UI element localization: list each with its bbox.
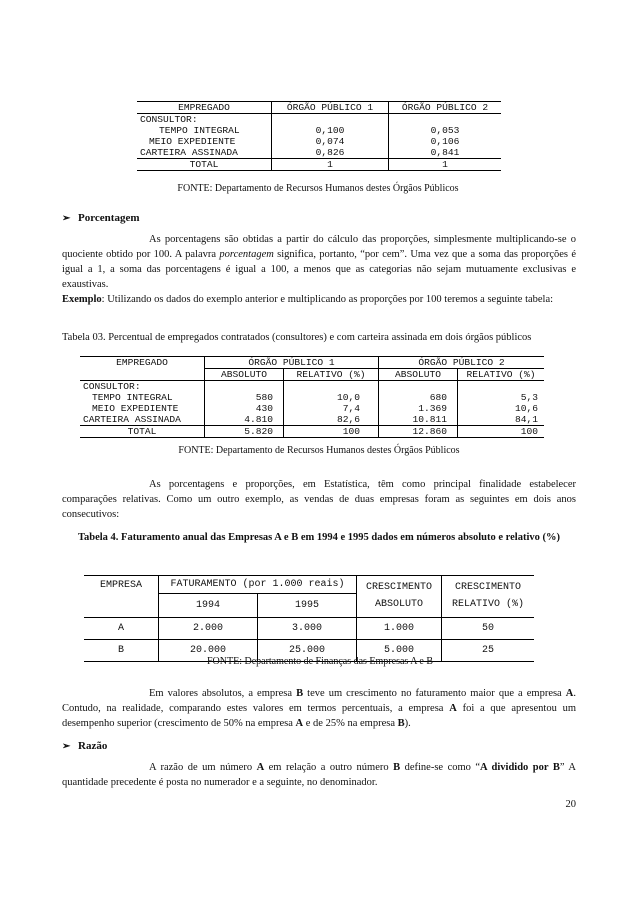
cell: 50 xyxy=(481,622,494,634)
cell: 10,6 xyxy=(514,403,538,414)
table3-caption: Tabela 4. Faturamento anual das Empresas A e B em 1994 e 1995 dados em números absoluto e relativo (%) xyxy=(77,532,561,543)
text-span: As porcentagens são obtidas a partir do cálculo das proporções, simplesmente multiplicando-se o quociente obtido por 100. A palavra xyxy=(62,234,576,260)
header-orgao-1: ÓRGÃO PÚBLICO 1 xyxy=(205,357,379,369)
cell: 3.000 xyxy=(258,617,357,639)
cell: 25 xyxy=(481,644,494,656)
text-span: : Utilizando os dados do exemplo anterior e multiplicando as proporções por 100 teremos a seguinte tabela: xyxy=(101,294,554,305)
cell: B xyxy=(84,639,159,661)
text-span: . Contudo, na realidade, comparando estes valores em termos percentuais, a empresa xyxy=(62,688,576,714)
row-value: 0,841 xyxy=(430,147,460,158)
paragraph-exemplo xyxy=(62,292,576,307)
cell: 10,0 xyxy=(284,392,379,403)
header-relativo: RELATIVO (%) xyxy=(284,369,379,381)
total-label: TOTAL xyxy=(137,159,272,171)
cell: 5,3 xyxy=(520,392,538,403)
table2-caption: Tabela 03. Percentual de empregados contratados (consultores) e com carteira assinada em dois órgãos públicos xyxy=(62,332,532,343)
cell: 25.000 xyxy=(258,639,357,661)
header-relativo: RELATIVO (%) xyxy=(458,369,545,381)
header-empregado: EMPREGADO xyxy=(137,102,272,114)
revenue-table-grid xyxy=(84,575,534,662)
section-heading-porcentagem xyxy=(62,212,140,224)
bold-term: A xyxy=(565,688,574,699)
row-label: MEIO EXPEDIENTE xyxy=(80,403,205,414)
total-value: 1 xyxy=(272,159,389,171)
section-title: Porcentagem xyxy=(78,212,140,224)
header-empresa: EMPRESA xyxy=(84,576,159,618)
text-span: ). xyxy=(404,718,411,729)
cell: 100 xyxy=(520,426,538,437)
row-value xyxy=(272,114,389,126)
cell xyxy=(379,381,458,393)
cell: 4.810 xyxy=(205,414,284,426)
italic-term: porcentagem xyxy=(219,249,274,260)
row-value: 0,106 xyxy=(430,136,460,147)
cell: 82,6 xyxy=(284,414,379,426)
proportion-table-grid xyxy=(137,101,501,171)
row-value: 0,100 xyxy=(272,125,389,136)
cell: A xyxy=(84,617,159,639)
cell xyxy=(458,381,545,393)
paragraph-porcentagem xyxy=(62,232,576,292)
percentage-table xyxy=(80,356,544,438)
row-label: CONSULTOR: xyxy=(80,381,205,393)
cell: 1.369 xyxy=(379,403,458,414)
total-label: TOTAL xyxy=(80,426,205,438)
bold-term: A xyxy=(295,718,304,729)
row-label: MEIO EXPEDIENTE xyxy=(137,136,272,147)
table2-source: FONTE: Departamento de Recursos Humanos destes Órgãos Públicos xyxy=(178,445,460,456)
header-absoluto: ABSOLUTO xyxy=(205,369,284,381)
header-absoluto: ABSOLUTO xyxy=(379,369,458,381)
cell: 680 xyxy=(379,392,458,403)
row-label: CONSULTOR: xyxy=(137,114,272,126)
cell: 100 xyxy=(284,426,379,438)
bold-term: B xyxy=(296,688,304,699)
row-value: 0,074 xyxy=(272,136,389,147)
row-value xyxy=(389,114,502,126)
total-value: 1 xyxy=(442,159,448,170)
row-value: 0,053 xyxy=(430,125,460,136)
text-span: foi a que apresentou um desempenho superior (crescimento de 50% na empresa xyxy=(62,703,576,729)
proportion-table xyxy=(137,101,501,171)
cell: 5.000 xyxy=(357,639,442,661)
header-orgao-1: ÓRGÃO PÚBLICO 1 xyxy=(272,102,389,114)
arrow-bullet-icon: ➢ xyxy=(62,213,71,224)
row-label: CARTEIRA ASSINADA xyxy=(80,414,205,426)
header-1995: 1995 xyxy=(258,593,357,617)
bold-term: A xyxy=(256,762,265,773)
table3-source: FONTE: Departamento de Finanças das Empresas A e B xyxy=(206,656,434,667)
text-span: e de 25% na empresa xyxy=(303,718,398,729)
arrow-bullet-icon: ➢ xyxy=(62,741,71,752)
cell: 20.000 xyxy=(159,639,258,661)
page-number: 20 xyxy=(565,799,576,810)
header-1994: 1994 xyxy=(159,593,258,617)
table1-source: FONTE: Departamento de Recursos Humanos destes Órgãos Públicos xyxy=(177,183,459,194)
cell: 84,1 xyxy=(514,414,538,425)
text-span: em relação a outro número xyxy=(264,762,394,773)
cell: 580 xyxy=(205,392,284,403)
text-span: Em valores absolutos, a empresa xyxy=(149,688,297,699)
header-relativo: RELATIVO (%) xyxy=(451,599,524,611)
row-label: TEMPO INTEGRAL xyxy=(137,125,272,136)
text-span: ” A quantidade precedente é posta no numerador e a seguinte, no denominador. xyxy=(62,762,576,788)
header-orgao-2: ÓRGÃO PÚBLICO 2 xyxy=(418,357,505,368)
revenue-table xyxy=(84,575,534,662)
cell: 430 xyxy=(205,403,284,414)
bold-term: A xyxy=(449,703,457,714)
cell: 2.000 xyxy=(159,617,258,639)
text-span: teve um crescimento no faturamento maior que a empresa xyxy=(303,688,566,699)
text-span: significa, portanto, “por cem”. Uma vez que a soma das proporções é igual a 1, a soma das porcentagens é igual a 100, a menos que as categorias não sejam mutuamente exclusivas e exaustivas. xyxy=(62,249,577,290)
header-empregado: EMPREGADO xyxy=(80,357,205,381)
bold-term: A dividido por B xyxy=(480,762,560,773)
paragraph-analise xyxy=(62,686,576,731)
cell xyxy=(205,381,284,393)
percentage-table-grid xyxy=(80,356,544,438)
text-span: define-se como “ xyxy=(400,762,481,773)
header-crescimento: CRESCIMENTO xyxy=(442,576,535,594)
section-title: Razão xyxy=(78,740,108,752)
cell: 7,4 xyxy=(284,403,379,414)
bold-term: B xyxy=(397,718,405,729)
text-span: A razão de um número xyxy=(149,762,257,773)
row-label: TEMPO INTEGRAL xyxy=(80,392,205,403)
paragraph-comparacoes: As porcentagens e proporções, em Estatística, têm como principal finalidade estabelecer comparações relativas. Como um outro exemplo, as vendas de duas empresas foram as seguintes em dois anos consecutivos: xyxy=(62,479,576,520)
header-absoluto: ABSOLUTO xyxy=(357,593,442,617)
bold-term: B xyxy=(393,762,401,773)
header-orgao-2: ÓRGÃO PÚBLICO 2 xyxy=(389,102,502,114)
section-heading-razao xyxy=(62,740,107,752)
header-crescimento: CRESCIMENTO xyxy=(357,576,442,594)
cell: 1.000 xyxy=(357,617,442,639)
row-value: 0,826 xyxy=(272,147,389,159)
cell xyxy=(284,381,379,393)
row-label: CARTEIRA ASSINADA xyxy=(137,147,272,159)
example-label: Exemplo xyxy=(62,294,102,305)
cell: 5.820 xyxy=(205,426,284,438)
cell: 10.811 xyxy=(379,414,458,426)
cell: 12.860 xyxy=(379,426,458,438)
header-faturamento: FATURAMENTO (por 1.000 reais) xyxy=(159,576,357,594)
paragraph-razao xyxy=(62,760,576,790)
